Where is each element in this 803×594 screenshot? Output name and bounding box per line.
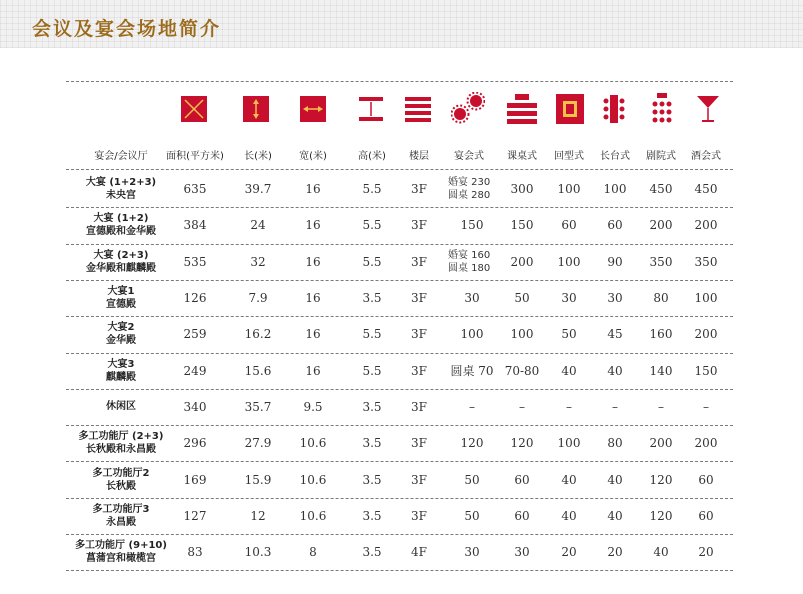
cell-theater: 450 [649,182,673,197]
venue-name-line1: 大宴 (1+2) [93,213,149,225]
banquet-icon [451,92,485,126]
row-divider [66,425,733,426]
cell-length: 15.6 [244,363,272,378]
page-title: 会议及宴会场地简介 [32,18,222,40]
cell-cocktail: 20 [698,545,714,560]
row-divider [66,461,733,462]
cell-cocktail: – [703,399,709,414]
cell-banquet-line1: 100 [460,327,484,342]
cell-theater: 120 [649,508,673,523]
venue-name-line2: 麒麟殿 [106,371,136,383]
cell-height: 3.5 [362,291,382,306]
cocktail-icon [696,95,720,123]
cell-classroom: 120 [510,436,534,451]
cell-length: 7.9 [248,291,268,306]
cell-cocktail: 150 [694,363,718,378]
venue-name-line1: 多工功能厅3 [92,503,150,515]
cell-banquet [444,291,500,305]
cell-theater: 350 [649,254,673,269]
cell-ushape: 60 [561,218,577,233]
cell-board: 30 [607,291,623,306]
header-width: 宽(米) [299,151,327,162]
cell-cocktail: 100 [694,291,718,306]
cell-floor: 3F [411,508,427,523]
cell-classroom: 50 [514,291,530,306]
cell-height: 5.5 [362,218,382,233]
floor-icon [405,96,431,122]
cell-width: 16 [305,327,321,342]
header-cocktail: 酒会式 [691,151,721,162]
cell-height: 3.5 [362,508,382,523]
cell-classroom: 60 [514,508,530,523]
venue-name-line1: 大宴3 [107,358,135,370]
height-icon [358,96,384,122]
cell-width: 10.6 [299,508,327,523]
cell-area: 384 [183,218,207,233]
cell-banquet [444,509,500,523]
venue-name-line2: 长秋殿和永昌殿 [86,444,156,456]
row-divider [66,534,733,535]
cell-banquet-line1: 30 [464,291,480,306]
cell-board: 40 [607,363,623,378]
cell-banquet-line2: 圆桌 280 [448,190,491,202]
cell-area: 126 [183,291,207,306]
cell-area: 340 [183,399,207,414]
header-venue: 宴会/会议厅 [94,151,148,162]
cell-banquet [448,249,504,275]
cell-width: 9.5 [303,399,323,414]
cell-board: 90 [607,254,623,269]
area-icon [181,96,207,122]
divider-top [66,81,733,82]
cell-area: 127 [183,508,207,523]
cell-classroom: 60 [514,472,530,487]
cell-banquet-line1: 婚宴 160 [448,249,491,261]
cell-banquet [444,473,500,487]
cell-banquet [444,400,500,414]
cell-cocktail: 200 [694,327,718,342]
cell-cocktail: 450 [694,182,718,197]
venue-name-line2: 金华殿和麒麟殿 [86,262,156,274]
cell-floor: 3F [411,254,427,269]
cell-banquet-line2: 圆桌 180 [448,262,491,274]
header-length: 长(米) [244,151,272,162]
venue-name-line1: 多工功能厅2 [92,467,150,479]
cell-theater: 40 [653,545,669,560]
cell-banquet-line1: 120 [460,436,484,451]
venue-name-line2: 菖蒲宫和橄榄宫 [86,553,156,565]
venue-name-line2: 宣德殿 [106,299,136,311]
cell-width: 16 [305,182,321,197]
cell-length: 27.9 [244,436,272,451]
cell-area: 635 [183,182,207,197]
cell-ushape: 30 [561,291,577,306]
cell-area: 535 [183,254,207,269]
cell-length: 24 [250,218,266,233]
cell-floor: 4F [411,545,427,560]
cell-ushape: 40 [561,508,577,523]
row-divider [66,498,733,499]
row-divider [66,244,733,245]
cell-classroom: 300 [510,182,534,197]
cell-banquet [444,436,500,450]
u-shape-icon [556,94,584,124]
cell-theater: 80 [653,291,669,306]
row-divider [66,207,733,208]
header-u-shape: 回型式 [554,151,584,162]
cell-theater: 200 [649,218,673,233]
cell-banquet [444,218,500,232]
cell-floor: 3F [411,182,427,197]
width-icon [300,96,326,122]
venue-name-line2: 长秋殿 [106,480,136,492]
cell-banquet [444,364,500,378]
theater-icon [649,93,675,125]
cell-length: 39.7 [244,182,272,197]
cell-cocktail: 60 [698,472,714,487]
cell-floor: 3F [411,436,427,451]
cell-width: 16 [305,291,321,306]
cell-width: 16 [305,363,321,378]
cell-length: 12 [250,508,266,523]
cell-floor: 3F [411,399,427,414]
cell-width: 8 [309,545,317,560]
venue-name-line1: 大宴2 [107,322,135,334]
cell-banquet [448,176,504,202]
cell-height: 3.5 [362,545,382,560]
cell-cocktail: 200 [694,218,718,233]
cell-banquet-line1: 150 [460,218,484,233]
venue-name-line1: 大宴1 [107,286,135,298]
venue-name-line1: 大宴 (1+2+3) [85,177,157,189]
venue-name-line2: 宣德殿和金华殿 [86,226,156,238]
cell-length: 35.7 [244,399,272,414]
cell-classroom: 30 [514,545,530,560]
cell-theater: – [658,399,664,414]
cell-width: 10.6 [299,472,327,487]
cell-length: 10.3 [244,545,272,560]
header-floor: 楼层 [409,151,429,162]
cell-width: 16 [305,218,321,233]
venue-name-line1: 多工功能厅 (2+3) [78,431,164,443]
cell-floor: 3F [411,363,427,378]
length-icon [243,96,269,122]
cell-ushape: 100 [557,254,581,269]
cell-floor: 3F [411,472,427,487]
divider-header [66,169,733,170]
cell-classroom: 200 [510,254,534,269]
venue-name-line1: 多工功能厅 (9+10) [75,540,167,552]
row-divider [66,353,733,354]
cell-ushape: 100 [557,436,581,451]
cell-classroom: – [519,399,525,414]
cell-height: 5.5 [362,327,382,342]
venue-name-line2: 金华殿 [106,335,136,347]
cell-theater: 140 [649,363,673,378]
cell-classroom: 100 [510,327,534,342]
cell-banquet-line1: 30 [464,545,480,560]
cell-board: 45 [607,327,623,342]
venue-name-line2: 永昌殿 [106,516,136,528]
header-banner [0,0,803,48]
cell-area: 249 [183,363,207,378]
cell-height: 3.5 [362,472,382,487]
header-banquet: 宴会式 [454,151,484,162]
row-divider [66,570,733,571]
row-divider [66,280,733,281]
cell-classroom: 70-80 [504,363,540,378]
cell-banquet-line1: 50 [464,472,480,487]
cell-ushape: 20 [561,545,577,560]
cell-area: 83 [187,545,203,560]
cell-theater: 200 [649,436,673,451]
cell-area: 169 [183,472,207,487]
cell-height: 5.5 [362,363,382,378]
cell-length: 32 [250,254,266,269]
cell-width: 10.6 [299,436,327,451]
cell-height: 5.5 [362,254,382,269]
cell-theater: 160 [649,327,673,342]
cell-board: 100 [603,182,627,197]
row-divider [66,316,733,317]
cell-board: 20 [607,545,623,560]
cell-ushape: 40 [561,472,577,487]
header-height: 高(米) [358,151,386,162]
cell-ushape: 40 [561,363,577,378]
cell-cocktail: 60 [698,508,714,523]
header-classroom: 课桌式 [507,151,537,162]
cell-height: 3.5 [362,399,382,414]
cell-banquet [444,545,500,559]
cell-banquet-line1: 婚宴 230 [448,177,491,189]
header-area: 面积(平方米) [166,151,224,162]
cell-cocktail: 350 [694,254,718,269]
row-divider [66,389,733,390]
cell-classroom: 150 [510,218,534,233]
cell-board: 40 [607,472,623,487]
cell-area: 296 [183,436,207,451]
cell-height: 3.5 [362,436,382,451]
venue-name-line2: 未央宫 [106,190,136,202]
cell-floor: 3F [411,218,427,233]
venue-name-line1: 大宴 (2+3) [93,249,149,261]
cell-board: 60 [607,218,623,233]
cell-area: 259 [183,327,207,342]
boardroom-icon [603,93,625,125]
cell-banquet-line1: 50 [464,508,480,523]
cell-floor: 3F [411,291,427,306]
cell-board: 40 [607,508,623,523]
cell-ushape: 50 [561,327,577,342]
cell-banquet-line1: 圆桌 70 [450,363,494,378]
cell-ushape: – [566,399,572,414]
cell-length: 16.2 [244,327,272,342]
cell-height: 5.5 [362,182,382,197]
classroom-icon [505,94,539,124]
cell-ushape: 100 [557,182,581,197]
cell-cocktail: 200 [694,436,718,451]
cell-length: 15.9 [244,472,272,487]
header-boardroom: 长台式 [600,151,630,162]
cell-width: 16 [305,254,321,269]
cell-banquet [444,327,500,341]
cell-board: 80 [607,436,623,451]
header-theater: 剧院式 [646,151,676,162]
cell-board: – [612,399,618,414]
cell-floor: 3F [411,327,427,342]
cell-theater: 120 [649,472,673,487]
cell-banquet-line1: – [469,399,475,414]
venue-name-line1: 休闲区 [106,400,136,412]
